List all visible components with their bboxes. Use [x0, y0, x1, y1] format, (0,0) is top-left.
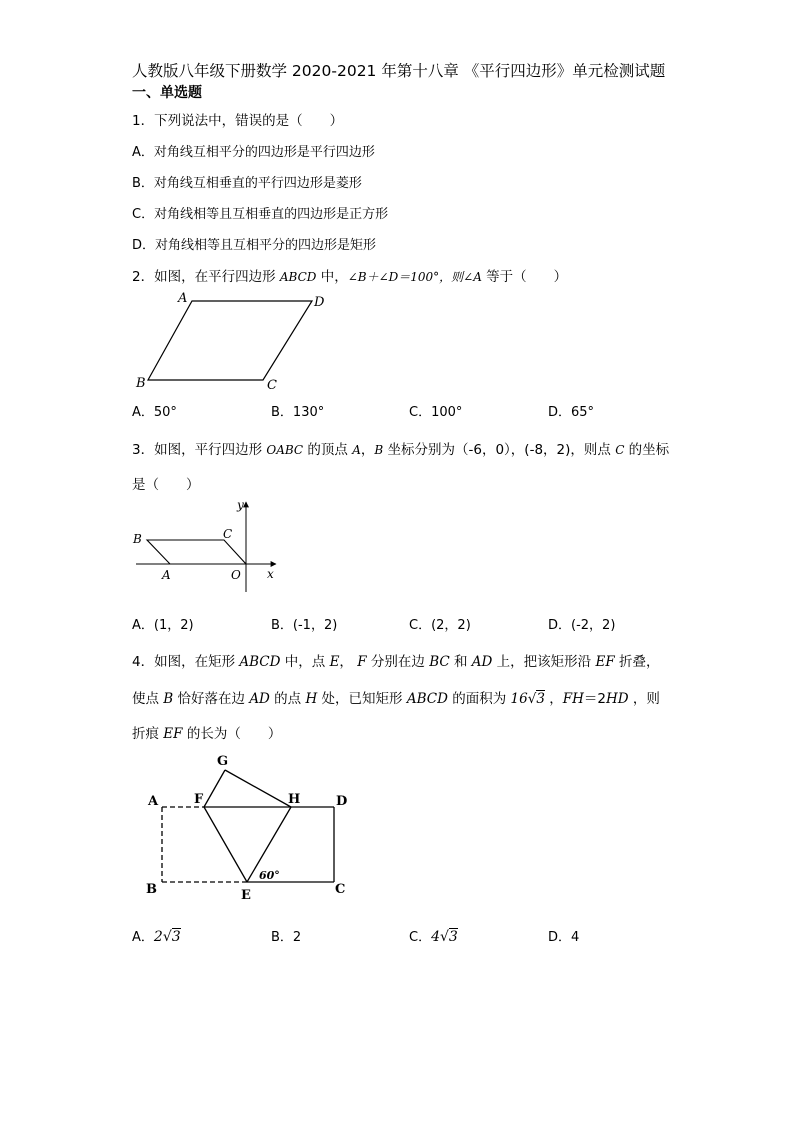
- q3-label-a: A: [162, 568, 171, 582]
- q4-l3-ef: EF: [163, 726, 183, 742]
- q4-l2-t4: 的点: [269, 691, 306, 707]
- q2-parallelogram-shape: [148, 301, 312, 380]
- q2-label-b: B: [136, 376, 146, 391]
- q4-label-g: G: [217, 754, 229, 769]
- q4-l2-t0: 使点: [132, 691, 164, 707]
- q4-l2-radicand: 3: [536, 691, 545, 707]
- q4-l2-t6: 处，已知矩形: [317, 691, 407, 707]
- q3-label-c: C: [223, 527, 233, 541]
- q2-stem-post: 等于（ ）: [481, 269, 568, 285]
- q3-stem-a: A: [352, 443, 361, 457]
- q2-label-d: D: [314, 295, 325, 310]
- q4-l2-t15: ，则: [628, 691, 660, 707]
- q4-stem-line1: [132, 650, 660, 670]
- q2-stem-mid: 中，: [316, 269, 348, 285]
- q3-coordinate-figure: [130, 496, 290, 596]
- sqrt-icon: √: [527, 691, 537, 707]
- q3-stem-b: B: [374, 443, 384, 457]
- q4-l2-t8: 的面积为: [447, 691, 511, 707]
- q3-stem-pre: 3．如图，平行四边形: [132, 442, 267, 458]
- q2-stem: [132, 265, 567, 285]
- q2-option-c: C．100°: [409, 405, 463, 420]
- q4-l1-e: E: [329, 654, 340, 670]
- q3-stem-mid: 的顶点: [303, 442, 353, 458]
- q3-option-a: A．(1，2): [132, 618, 194, 633]
- q2-stem-abcd: ABCD: [279, 270, 317, 284]
- q3-label-o: O: [231, 568, 241, 582]
- q4-label-f: F: [194, 792, 204, 807]
- q4-option-a: [132, 926, 181, 945]
- q1-option-a: A．对角线互相平分的四边形是平行四边形: [132, 145, 375, 160]
- q2-stem-expr: ∠B＋∠D＝100°，则∠A: [347, 270, 482, 284]
- q4-l2-fh: FH: [562, 691, 584, 707]
- q4-crease-fe: [204, 807, 247, 882]
- q4-opt-c-coef: 4: [431, 929, 440, 945]
- q3-stem-line2: 是（ ）: [132, 477, 200, 493]
- q4-l3-t2: 的长为（ ）: [182, 726, 282, 742]
- q4-l2-t2: 恰好落在边: [173, 691, 250, 707]
- q4-l1-t4: ，: [339, 654, 358, 670]
- q4-l1-ef: EF: [595, 654, 615, 670]
- q4-label-a: A: [148, 794, 159, 809]
- q4-l3-t0: 折痕: [132, 726, 164, 742]
- q2-option-d: D．65°: [548, 405, 595, 420]
- q4-l2-ad: AD: [249, 691, 270, 707]
- q4-l1-bc: BC: [429, 654, 450, 670]
- q4-opt-a-radicand: 3: [171, 929, 181, 945]
- q1-option-c: C．对角线相等且互相垂直的四边形是正方形: [132, 207, 389, 222]
- q3-parallelogram-shape: [147, 540, 246, 564]
- q4-l2-coef: 16: [510, 691, 528, 707]
- q4-l1-ad: AD: [471, 654, 493, 670]
- q3-label-b: B: [133, 532, 142, 546]
- q4-l2-t11: ，: [544, 691, 563, 707]
- q4-l2-h: H: [305, 691, 318, 707]
- q3-option-d: D．(-2，2): [548, 618, 616, 633]
- q2-option-a: A．50°: [132, 405, 177, 420]
- q2-parallelogram-figure: [130, 288, 350, 394]
- q3-stem-post: 坐标分别为（-6，0），(-8，2)，则点: [383, 442, 616, 458]
- q4-fold-figure: [140, 748, 360, 906]
- q3-stem-oabc: OABC: [266, 443, 304, 457]
- q4-option-b: B．2: [271, 930, 302, 945]
- q2-stem-pre: 2．如图，在平行四边形: [132, 269, 280, 285]
- q4-l1-t8: 和: [449, 654, 472, 670]
- q4-l1-t2: 中，点: [280, 654, 330, 670]
- q4-edge-fg: [204, 770, 225, 807]
- q4-label-e: E: [241, 888, 251, 903]
- q3-option-b: B．(-1，2): [271, 618, 338, 633]
- q4-l1-t6: 分别在边: [366, 654, 430, 670]
- q2-label-a: A: [178, 291, 188, 306]
- q4-opt-c-label: C．: [409, 930, 432, 945]
- q1-option-d: D．对角线相等且互相平分的四边形是矩形: [132, 238, 377, 253]
- q3-stem-c: C: [615, 443, 625, 457]
- q3-stem-end: 的坐标: [624, 442, 670, 458]
- q4-opt-a-coef: 2: [153, 929, 163, 945]
- q1-stem: 1．下列说法中，错误的是（ ）: [132, 113, 344, 129]
- sqrt-icon: √: [162, 929, 172, 945]
- q4-angle-label: 60°: [259, 869, 280, 882]
- q3-stem-line1: [132, 438, 669, 458]
- q4-option-d: D．4: [548, 930, 580, 945]
- sqrt-icon: √: [440, 929, 449, 945]
- q1-option-b: B．对角线互相垂直的平行四边形是菱形: [132, 176, 362, 191]
- q4-stem-line3: [132, 722, 281, 742]
- q4-label-d: D: [336, 794, 348, 809]
- page-title: 人教版八年级下册数学 2020-2021 年第十八章 《平行四边形》单元检测试题: [132, 62, 666, 80]
- q4-label-h: H: [288, 792, 301, 807]
- q4-edge-gh: [225, 770, 291, 807]
- q4-l2-abcd: ABCD: [406, 691, 448, 707]
- q2-label-c: C: [267, 378, 277, 393]
- q3-option-c: C．(2，2): [409, 618, 471, 633]
- q4-label-b: B: [146, 882, 157, 897]
- q4-option-c: [409, 926, 458, 945]
- q4-opt-c-radicand: 3: [448, 929, 458, 945]
- q4-l1-abcd: ABCD: [239, 654, 281, 670]
- section-heading: 一、单选题: [132, 85, 202, 101]
- q4-l2-eq: ＝2: [583, 691, 606, 707]
- q4-label-c: C: [335, 882, 346, 897]
- q3-label-y: y: [237, 498, 244, 512]
- q4-l1-t0: 4．如图，在矩形: [132, 654, 240, 670]
- q4-l1-t12: 折叠，: [614, 654, 660, 670]
- q2-option-b: B．130°: [271, 405, 325, 420]
- q3-stem-comma: ，: [360, 442, 375, 458]
- q4-stem-line2: [132, 687, 660, 707]
- q4-l2-b: B: [163, 691, 174, 707]
- q4-l1-t10: 上，把该矩形沿: [492, 654, 596, 670]
- q4-l1-f: F: [357, 654, 367, 670]
- q4-opt-a-label: A．: [132, 930, 154, 945]
- q4-l2-hd: HD: [605, 691, 629, 707]
- q3-label-x: x: [267, 567, 274, 581]
